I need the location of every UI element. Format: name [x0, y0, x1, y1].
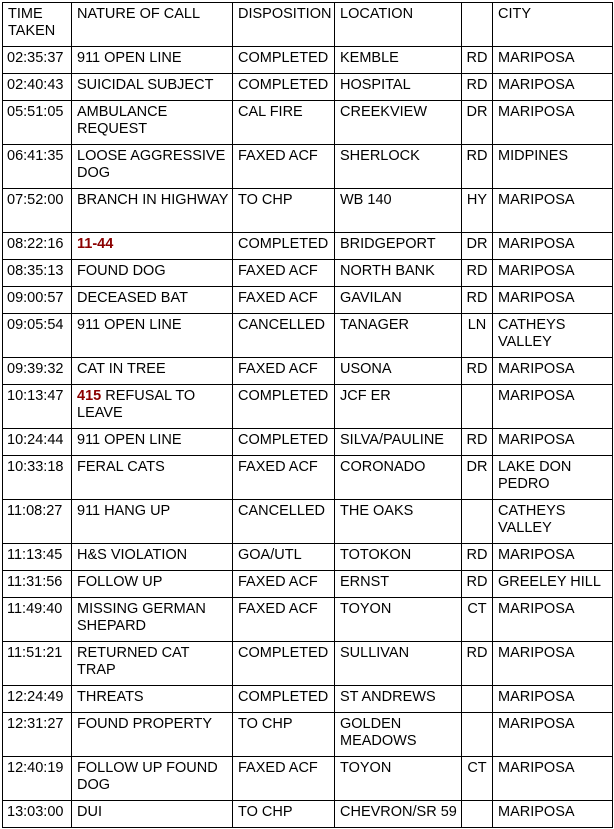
cell-nature: [72, 801, 233, 828]
cell-disposition: COMPLETED: [233, 686, 335, 713]
table-row: [3, 598, 613, 642]
cell-disposition: COMPLETED: [233, 233, 335, 260]
cell-location: TANAGER: [335, 314, 462, 358]
cell-nature: [72, 314, 233, 358]
cell-city: MARIPOSA: [493, 598, 613, 642]
cell-time: 07:52:00: [3, 189, 72, 233]
call-nature-text: FOUND DOG: [77, 263, 166, 279]
cell-disposition: TO CHP: [233, 713, 335, 757]
cell-time: 13:03:00: [3, 801, 72, 828]
cell-nature: [72, 571, 233, 598]
cell-nature: [72, 385, 233, 429]
cell-nature: [72, 189, 233, 233]
call-nature-text: DECEASED BAT: [77, 290, 188, 306]
cell-suffix: [462, 500, 493, 544]
cell-suffix: CT: [462, 598, 493, 642]
cell-nature: [72, 713, 233, 757]
cell-location: KEMBLE: [335, 47, 462, 74]
call-nature-text: H&S VIOLATION: [77, 547, 188, 563]
cell-time: 10:24:44: [3, 429, 72, 456]
cell-time: 09:00:57: [3, 287, 72, 314]
cell-city: MARIPOSA: [493, 47, 613, 74]
cell-disposition: TO CHP: [233, 189, 335, 233]
header-nature: NATURE OF CALL: [72, 3, 233, 47]
cell-city: CATHEYS VALLEY: [493, 314, 613, 358]
cell-time: 11:31:56: [3, 571, 72, 598]
table-row: [3, 101, 613, 145]
cell-disposition: COMPLETED: [233, 74, 335, 101]
call-nature-text: 911 OPEN LINE: [77, 317, 182, 333]
call-nature-text: 911 HANG UP: [77, 503, 171, 519]
cell-disposition: FAXED ACF: [233, 260, 335, 287]
cell-suffix: [462, 713, 493, 757]
cell-suffix: DR: [462, 233, 493, 260]
cell-time: 06:41:35: [3, 145, 72, 189]
cell-location: JCF ER: [335, 385, 462, 429]
cell-location: TOTOKON: [335, 544, 462, 571]
table-row: [3, 314, 613, 358]
call-nature-text: THREATS: [77, 689, 144, 705]
table-row: [3, 686, 613, 713]
cell-location: BRIDGEPORT: [335, 233, 462, 260]
cell-nature: [72, 74, 233, 101]
cell-time: 08:35:13: [3, 260, 72, 287]
cell-suffix: RD: [462, 571, 493, 598]
cell-disposition: COMPLETED: [233, 47, 335, 74]
call-nature-text: CAT IN TREE: [77, 361, 166, 377]
cell-nature: [72, 642, 233, 686]
cell-nature: [72, 757, 233, 801]
cell-nature: [72, 145, 233, 189]
cell-city: MARIPOSA: [493, 642, 613, 686]
cell-city: MARIPOSA: [493, 713, 613, 757]
cell-city: MARIPOSA: [493, 429, 613, 456]
cell-suffix: [462, 801, 493, 828]
cell-suffix: LN: [462, 314, 493, 358]
call-nature-text: BRANCH IN HIGHWAY: [77, 192, 229, 208]
cell-city: MARIPOSA: [493, 801, 613, 828]
cell-time: 12:24:49: [3, 686, 72, 713]
cell-disposition: FAXED ACF: [233, 145, 335, 189]
cell-location: ERNST: [335, 571, 462, 598]
table-row: [3, 189, 613, 233]
header-row: [3, 3, 613, 47]
cell-location: HOSPITAL: [335, 74, 462, 101]
cell-city: MARIPOSA: [493, 74, 613, 101]
cell-location: CORONADO: [335, 456, 462, 500]
cell-city: MARIPOSA: [493, 757, 613, 801]
cell-suffix: HY: [462, 189, 493, 233]
cell-time: 10:33:18: [3, 456, 72, 500]
call-nature-text: 911 OPEN LINE: [77, 50, 182, 66]
cell-nature: [72, 544, 233, 571]
cell-city: MIDPINES: [493, 145, 613, 189]
cell-time: 09:39:32: [3, 358, 72, 385]
cell-city: MARIPOSA: [493, 544, 613, 571]
header-city: CITY: [493, 3, 613, 47]
cell-suffix: RD: [462, 145, 493, 189]
cell-city: MARIPOSA: [493, 260, 613, 287]
cell-time: 02:40:43: [3, 74, 72, 101]
cell-suffix: RD: [462, 642, 493, 686]
table-row: [3, 429, 613, 456]
table-row: [3, 801, 613, 828]
cell-city: MARIPOSA: [493, 101, 613, 145]
table-row: [3, 287, 613, 314]
table-row: [3, 456, 613, 500]
cell-city: MARIPOSA: [493, 189, 613, 233]
cell-time: 02:35:37: [3, 47, 72, 74]
cell-location: SHERLOCK: [335, 145, 462, 189]
cell-location: TOYON: [335, 598, 462, 642]
cell-nature: [72, 260, 233, 287]
header-suffix: [462, 3, 493, 47]
table-row: [3, 500, 613, 544]
cell-suffix: DR: [462, 456, 493, 500]
cell-disposition: CANCELLED: [233, 500, 335, 544]
call-nature-text: SUICIDAL SUBJECT: [77, 77, 214, 93]
cell-nature: [72, 429, 233, 456]
cell-disposition: TO CHP: [233, 801, 335, 828]
cell-city: MARIPOSA: [493, 358, 613, 385]
cell-location: SILVA/PAULINE: [335, 429, 462, 456]
cell-time: 12:40:19: [3, 757, 72, 801]
call-code: 415: [77, 388, 102, 404]
call-nature-text: REFUSAL TO LEAVE: [77, 388, 196, 421]
cell-location: ST ANDREWS: [335, 686, 462, 713]
cell-location: CHEVRON/SR 59: [335, 801, 462, 828]
cell-suffix: [462, 686, 493, 713]
cell-city: MARIPOSA: [493, 287, 613, 314]
cell-nature: [72, 500, 233, 544]
cell-location: GOLDEN MEADOWS: [335, 713, 462, 757]
cell-nature: [72, 287, 233, 314]
table-row: [3, 233, 613, 260]
cell-location: SULLIVAN: [335, 642, 462, 686]
cell-nature: [72, 456, 233, 500]
cell-time: 09:05:54: [3, 314, 72, 358]
cell-disposition: FAXED ACF: [233, 287, 335, 314]
call-nature-text: DUI: [77, 804, 102, 820]
cell-nature: [72, 598, 233, 642]
table-row: [3, 757, 613, 801]
table-row: [3, 385, 613, 429]
cell-location: THE OAKS: [335, 500, 462, 544]
cell-location: NORTH BANK: [335, 260, 462, 287]
call-code: 11-44: [77, 236, 114, 252]
call-nature-text: FOLLOW UP FOUND DOG: [77, 760, 218, 793]
cell-nature: [72, 686, 233, 713]
table-row: [3, 571, 613, 598]
call-nature-text: FOLLOW UP: [77, 574, 163, 590]
cell-disposition: COMPLETED: [233, 385, 335, 429]
cell-location: CREEKVIEW: [335, 101, 462, 145]
cell-disposition: CAL FIRE: [233, 101, 335, 145]
cell-city: CATHEYS VALLEY: [493, 500, 613, 544]
cell-suffix: CT: [462, 757, 493, 801]
cell-location: USONA: [335, 358, 462, 385]
cell-time: 10:13:47: [3, 385, 72, 429]
call-nature-text: RETURNED CAT TRAP: [77, 645, 190, 678]
table-row: [3, 713, 613, 757]
cell-nature: [72, 101, 233, 145]
header-time: TIME TAKEN: [3, 3, 72, 47]
cell-location: WB 140: [335, 189, 462, 233]
cell-time: 11:08:27: [3, 500, 72, 544]
cell-nature: [72, 358, 233, 385]
table-row: [3, 260, 613, 287]
call-log-table: [2, 2, 613, 828]
cell-disposition: FAXED ACF: [233, 571, 335, 598]
cell-time: 05:51:05: [3, 101, 72, 145]
cell-disposition: COMPLETED: [233, 429, 335, 456]
header-location: LOCATION: [335, 3, 462, 47]
cell-disposition: COMPLETED: [233, 642, 335, 686]
cell-city: GREELEY HILL: [493, 571, 613, 598]
cell-nature: [72, 233, 233, 260]
header-disposition: DISPOSITION: [233, 3, 335, 47]
cell-city: MARIPOSA: [493, 233, 613, 260]
cell-disposition: FAXED ACF: [233, 598, 335, 642]
table-row: [3, 145, 613, 189]
table-row: [3, 74, 613, 101]
cell-suffix: [462, 385, 493, 429]
table-row: [3, 544, 613, 571]
cell-disposition: FAXED ACF: [233, 358, 335, 385]
cell-time: 08:22:16: [3, 233, 72, 260]
cell-disposition: FAXED ACF: [233, 456, 335, 500]
cell-suffix: RD: [462, 429, 493, 456]
cell-location: TOYON: [335, 757, 462, 801]
cell-nature: [72, 47, 233, 74]
call-nature-text: FOUND PROPERTY: [77, 716, 213, 732]
cell-suffix: DR: [462, 101, 493, 145]
cell-city: MARIPOSA: [493, 686, 613, 713]
cell-suffix: RD: [462, 358, 493, 385]
cell-time: 12:31:27: [3, 713, 72, 757]
call-nature-text: AMBULANCE REQUEST: [77, 104, 168, 137]
call-nature-text: LOOSE AGGRESSIVE DOG: [77, 148, 226, 181]
cell-suffix: RD: [462, 74, 493, 101]
table-row: [3, 358, 613, 385]
table-row: [3, 642, 613, 686]
cell-city: MARIPOSA: [493, 385, 613, 429]
cell-disposition: FAXED ACF: [233, 757, 335, 801]
cell-time: 11:49:40: [3, 598, 72, 642]
cell-disposition: GOA/UTL: [233, 544, 335, 571]
cell-city: LAKE DON PEDRO: [493, 456, 613, 500]
table-row: [3, 47, 613, 74]
cell-disposition: CANCELLED: [233, 314, 335, 358]
cell-suffix: RD: [462, 260, 493, 287]
cell-time: 11:51:21: [3, 642, 72, 686]
cell-location: GAVILAN: [335, 287, 462, 314]
cell-suffix: RD: [462, 287, 493, 314]
cell-suffix: RD: [462, 47, 493, 74]
call-nature-text: MISSING GERMAN SHEPARD: [77, 601, 206, 634]
call-nature-text: FERAL CATS: [77, 459, 165, 475]
call-log-body: [3, 47, 613, 828]
cell-time: 11:13:45: [3, 544, 72, 571]
call-nature-text: 911 OPEN LINE: [77, 432, 182, 448]
cell-suffix: RD: [462, 544, 493, 571]
